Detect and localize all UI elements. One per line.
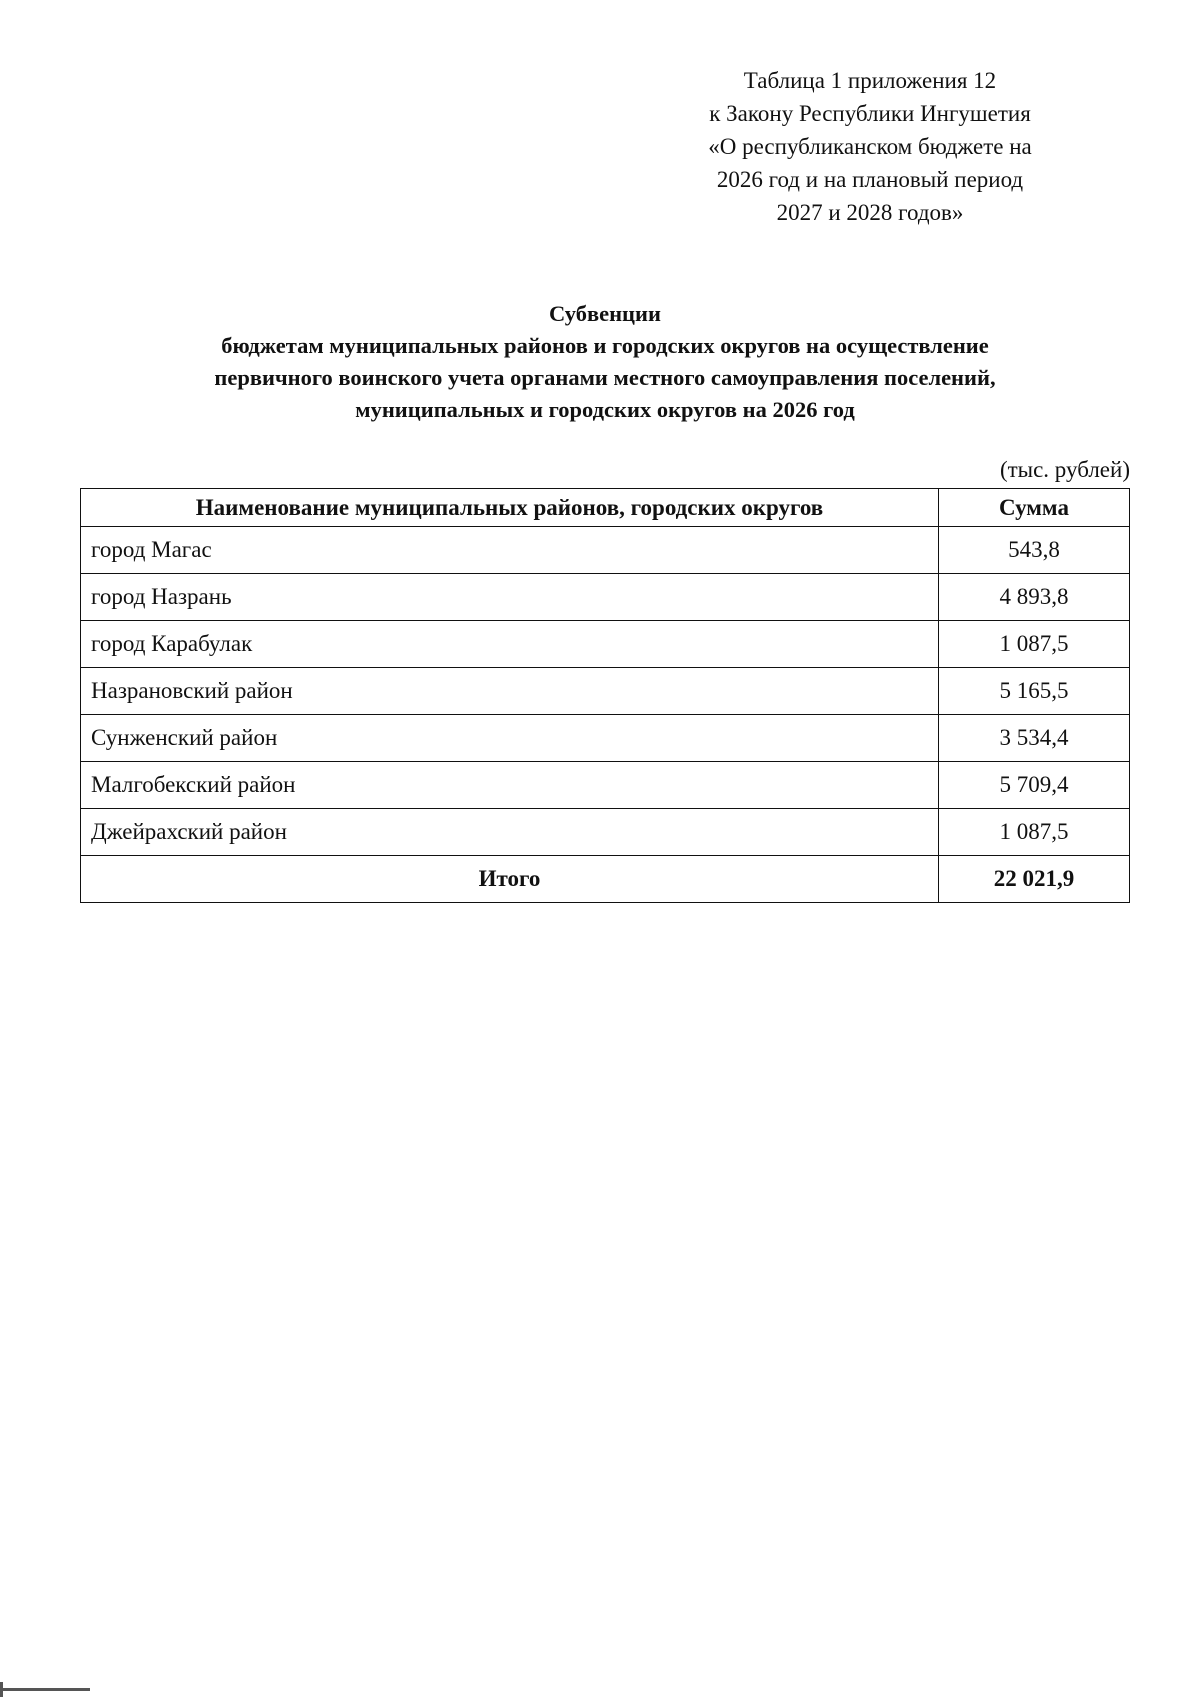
appendix-line: 2026 год и на плановый период xyxy=(716,167,1024,192)
title-line: первичного воинского учета органами местного самоуправления поселений, xyxy=(214,365,996,390)
table-row xyxy=(81,668,1130,715)
total-row xyxy=(81,856,1130,903)
table-row xyxy=(81,809,1130,856)
table-row xyxy=(81,762,1130,809)
subventions-table xyxy=(80,488,1130,903)
appendix-line: Таблица 1 приложения 12 xyxy=(743,68,997,93)
scan-edge-mark xyxy=(0,1682,3,1697)
header-amount: Сумма xyxy=(939,489,1130,527)
table-row xyxy=(81,621,1130,668)
table-row xyxy=(81,574,1130,621)
row-name: Назрановский район xyxy=(81,668,939,715)
total-amount: 22 021,9 xyxy=(939,856,1130,903)
appendix-line: «О республиканском бюджете на xyxy=(708,134,1032,159)
row-amount: 3 534,4 xyxy=(939,715,1130,762)
table-header-row xyxy=(81,489,1130,527)
title-line: Субвенции xyxy=(549,301,661,326)
header-name: Наименование муниципальных районов, городских округов xyxy=(81,489,939,527)
row-amount: 4 893,8 xyxy=(939,574,1130,621)
table-row xyxy=(81,527,1130,574)
row-amount: 5 709,4 xyxy=(939,762,1130,809)
title-line: муниципальных и городских округов на 2026 год xyxy=(355,397,855,422)
row-name: город Назрань xyxy=(81,574,939,621)
row-amount: 1 087,5 xyxy=(939,621,1130,668)
row-name: Сунженский район xyxy=(81,715,939,762)
row-amount: 1 087,5 xyxy=(939,809,1130,856)
scan-edge-mark xyxy=(0,1688,90,1691)
appendix-line: 2027 и 2028 годов» xyxy=(776,200,964,225)
document-title xyxy=(60,298,1150,426)
row-name: Малгобекский район xyxy=(81,762,939,809)
row-name: город Карабулак xyxy=(81,621,939,668)
row-amount: 5 165,5 xyxy=(939,668,1130,715)
appendix-line: к Закону Республики Ингушетия xyxy=(709,101,1031,126)
title-line: бюджетам муниципальных районов и городских округов на осуществление xyxy=(221,333,989,358)
appendix-note xyxy=(640,64,1100,229)
row-amount: 543,8 xyxy=(939,527,1130,574)
total-label: Итого xyxy=(81,856,939,903)
table-row xyxy=(81,715,1130,762)
row-name: Джейрахский район xyxy=(81,809,939,856)
units-label: (тыс. рублей) xyxy=(999,457,1130,482)
row-name: город Магас xyxy=(81,527,939,574)
